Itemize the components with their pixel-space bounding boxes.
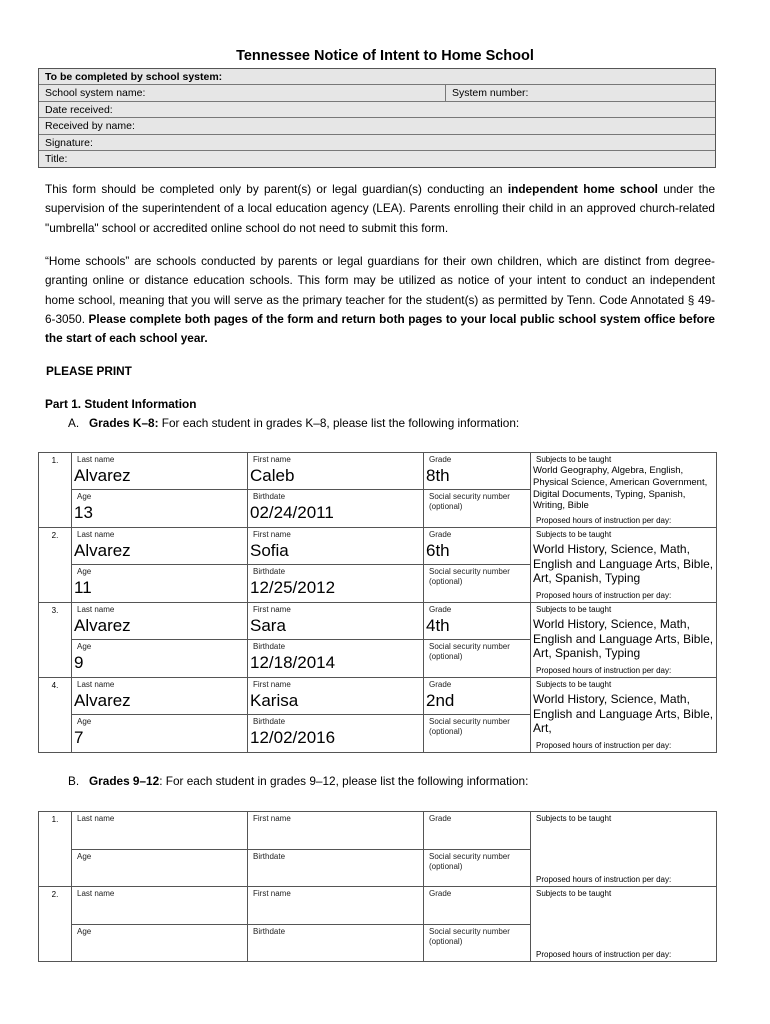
- age-value: 9: [74, 653, 84, 672]
- grade-field[interactable]: [424, 678, 531, 715]
- students-912-table: [38, 811, 717, 962]
- last-name-label: Last name: [77, 455, 115, 464]
- student-row-top: [39, 603, 717, 640]
- age-field[interactable]: [72, 640, 248, 678]
- school-system-name-label: School system name:: [45, 87, 146, 100]
- hours-label: Proposed hours of instruction per day:: [536, 516, 672, 525]
- birthdate-label: Birthdate: [253, 717, 286, 726]
- title-field[interactable]: [39, 151, 715, 167]
- age-field[interactable]: [72, 715, 248, 753]
- birthdate-field[interactable]: [248, 565, 424, 603]
- section-a-heading: [68, 416, 519, 430]
- ssn-label: Social security number (optional): [429, 852, 510, 871]
- age-field[interactable]: [72, 565, 248, 603]
- section-a-bold: Grades K–8:: [89, 416, 159, 430]
- hours-label: Proposed hours of instruction per day:: [536, 666, 672, 675]
- last-name-label: Last name: [77, 530, 115, 539]
- last-name-field[interactable]: [72, 528, 248, 565]
- ssn-field[interactable]: [424, 715, 531, 753]
- grade-field[interactable]: [424, 887, 531, 925]
- section-a-text: For each student in grades K–8, please list the following information:: [158, 416, 520, 430]
- student-number: 4.: [39, 678, 72, 753]
- ssn-label: Social security number (optional): [429, 492, 510, 511]
- birthdate-field[interactable]: [248, 490, 424, 528]
- student-row-top: [39, 453, 717, 490]
- grade-field[interactable]: [424, 453, 531, 490]
- subjects-field[interactable]: [531, 678, 717, 753]
- birthdate-label: Birthdate: [253, 852, 286, 861]
- subjects-value: World History, Science, Math, English and Language Arts, Bible, Art,: [533, 692, 714, 735]
- ssn-field[interactable]: [424, 565, 531, 603]
- last-name-field[interactable]: [72, 603, 248, 640]
- birthdate-label: Birthdate: [253, 642, 286, 651]
- student-row-top: [39, 678, 717, 715]
- grade-label: Grade: [429, 530, 452, 539]
- first-name-value: Caleb: [250, 466, 295, 485]
- grade-value: 2nd: [426, 691, 455, 710]
- student-number: 2.: [39, 528, 72, 603]
- birthdate-value: 12/02/2016: [250, 728, 336, 747]
- section-b-text: : For each student in grades 9–12, please list the following information:: [159, 774, 529, 788]
- ssn-label: Social security number (optional): [429, 717, 510, 736]
- subjects-label: Subjects to be taught: [536, 605, 612, 614]
- first-name-value: Sara: [250, 616, 286, 635]
- subjects-field[interactable]: [531, 453, 717, 528]
- received-by-field[interactable]: [39, 118, 715, 134]
- subjects-value: World History, Science, Math, English and Language Arts, Bible, Art, Spanish, Typing: [533, 617, 714, 660]
- school-system-name-field[interactable]: [39, 85, 715, 101]
- birthdate-value: 12/25/2012: [250, 578, 336, 597]
- ssn-field[interactable]: [424, 925, 531, 962]
- first-name-label: First name: [253, 889, 291, 898]
- subjects-label: Subjects to be taught: [536, 889, 612, 898]
- birthdate-value: 12/18/2014: [250, 653, 336, 672]
- student-number: 2.: [39, 887, 72, 962]
- grade-value: 4th: [426, 616, 450, 635]
- intro-paragraph-1: [45, 180, 715, 238]
- subjects-field[interactable]: [531, 528, 717, 603]
- first-name-label: First name: [253, 530, 291, 539]
- signature-label: Signature:: [45, 136, 93, 149]
- grade-label: Grade: [429, 680, 452, 689]
- student-row-top: [39, 528, 717, 565]
- birthdate-label: Birthdate: [253, 492, 286, 501]
- birthdate-field[interactable]: [248, 850, 424, 887]
- student-number: 1.: [39, 812, 72, 887]
- last-name-value: Alvarez: [74, 466, 131, 485]
- grade-value: 6th: [426, 541, 450, 560]
- first-name-value: Karisa: [250, 691, 299, 710]
- subjects-label: Subjects to be taught: [536, 455, 612, 464]
- grade-field[interactable]: [424, 812, 531, 850]
- age-label: Age: [77, 927, 92, 936]
- age-label: Age: [77, 492, 92, 501]
- last-name-value: Alvarez: [74, 691, 131, 710]
- grade-label: Grade: [429, 814, 452, 823]
- first-name-field[interactable]: [248, 453, 424, 490]
- section-a-letter: A.: [68, 416, 80, 430]
- page-title: Tennessee Notice of Intent to Home School: [236, 48, 534, 64]
- system-number-field[interactable]: [445, 85, 528, 100]
- hours-label: Proposed hours of instruction per day:: [536, 950, 672, 959]
- age-label: Age: [77, 642, 92, 651]
- first-name-label: First name: [253, 605, 291, 614]
- school-system-box: [38, 68, 716, 168]
- grade-value: 8th: [426, 466, 450, 485]
- section-b-bold: Grades 9–12: [89, 774, 160, 788]
- hours-label: Proposed hours of instruction per day:: [536, 875, 672, 884]
- ssn-field[interactable]: [424, 490, 531, 528]
- first-name-value: Sofia: [250, 541, 289, 560]
- subjects-label: Subjects to be taught: [536, 530, 612, 539]
- system-number-label: System number:: [452, 87, 529, 100]
- ssn-field[interactable]: [424, 640, 531, 678]
- last-name-label: Last name: [77, 814, 115, 823]
- subjects-value: World Geography, Algebra, English, Physical Science, American Government, Digital Documents, Typing, Spanish, Writing, Bible: [533, 465, 708, 512]
- subjects-label: Subjects to be taught: [536, 680, 612, 689]
- ssn-label: Social security number (optional): [429, 642, 510, 661]
- student-row-top: [39, 887, 717, 925]
- intro2-bold: Please complete both pages of the form and return both pages to your local public school system office before the start of each school year.: [45, 311, 715, 346]
- signature-field[interactable]: [39, 135, 715, 151]
- date-received-label: Date received:: [45, 103, 113, 116]
- age-value: 13: [74, 503, 93, 522]
- first-name-label: First name: [253, 455, 291, 464]
- ssn-field[interactable]: [424, 850, 531, 887]
- birthdate-label: Birthdate: [253, 927, 286, 936]
- last-name-value: Alvarez: [74, 541, 131, 560]
- grade-label: Grade: [429, 889, 452, 898]
- intro1-text-c: under the supervision of the superintendent of a local education agency (LEA). Parents enrolling their child in an approved church-related "umbrella" school or accredited online school do not need to submit this form.: [45, 182, 715, 235]
- student-number: 3.: [39, 603, 72, 678]
- subjects-value: World History, Science, Math, English and Language Arts, Bible, Art, Spanish, Typing: [533, 542, 714, 585]
- age-label: Age: [77, 717, 92, 726]
- first-name-field[interactable]: [248, 812, 424, 850]
- first-name-field[interactable]: [248, 887, 424, 925]
- first-name-label: First name: [253, 680, 291, 689]
- section-b-letter: B.: [68, 774, 80, 788]
- first-name-field[interactable]: [248, 603, 424, 640]
- last-name-field[interactable]: [72, 887, 248, 925]
- age-label: Age: [77, 567, 92, 576]
- grade-field[interactable]: [424, 603, 531, 640]
- grade-label: Grade: [429, 605, 452, 614]
- subjects-field[interactable]: [531, 603, 717, 678]
- intro2-text-a: “Home schools” are schools conducted by parents or legal guardians for their own children, which are distinct from degree-granting online or distance education schools. This form may be utilized as notice of your intent to conduct an independent home school, meaning that you will serve as the primary teacher for the student(s) as permitted by Tenn. Code Annotated § 49-6-3050.: [45, 254, 715, 326]
- intro1-text-a: This form should be completed only by parent(s) or legal guardian(s) conducting an: [45, 182, 508, 196]
- hours-label: Proposed hours of instruction per day:: [536, 741, 672, 750]
- last-name-label: Last name: [77, 680, 115, 689]
- school-system-header: To be completed by school system:: [39, 69, 715, 85]
- received-by-label: Received by name:: [45, 120, 135, 133]
- date-received-field[interactable]: [39, 102, 715, 118]
- age-field[interactable]: [72, 925, 248, 962]
- subjects-label: Subjects to be taught: [536, 814, 612, 823]
- birthdate-field[interactable]: [248, 925, 424, 962]
- part1-heading: Part 1. Student Information: [45, 397, 197, 411]
- subjects-field[interactable]: [531, 812, 717, 887]
- birthdate-field[interactable]: [248, 715, 424, 753]
- please-print-heading: PLEASE PRINT: [46, 364, 132, 378]
- birthdate-label: Birthdate: [253, 567, 286, 576]
- last-name-label: Last name: [77, 605, 115, 614]
- last-name-field[interactable]: [72, 812, 248, 850]
- last-name-field[interactable]: [72, 678, 248, 715]
- first-name-label: First name: [253, 814, 291, 823]
- ssn-label: Social security number (optional): [429, 567, 510, 586]
- student-number: 1.: [39, 453, 72, 528]
- intro-paragraph-2: [45, 252, 715, 348]
- age-value: 11: [74, 578, 92, 597]
- subjects-field[interactable]: [531, 887, 717, 962]
- grade-label: Grade: [429, 455, 452, 464]
- student-row-top: [39, 812, 717, 850]
- first-name-field[interactable]: [248, 678, 424, 715]
- title-label: Title:: [45, 152, 68, 165]
- hours-label: Proposed hours of instruction per day:: [536, 591, 672, 600]
- grade-field[interactable]: [424, 528, 531, 565]
- ssn-label: Social security number (optional): [429, 927, 510, 946]
- intro1-bold: independent home school: [507, 182, 658, 196]
- last-name-label: Last name: [77, 889, 115, 898]
- students-k8-table: [38, 452, 717, 753]
- last-name-field[interactable]: [72, 453, 248, 490]
- birthdate-value: 02/24/2011: [250, 503, 334, 522]
- first-name-field[interactable]: [248, 528, 424, 565]
- age-field[interactable]: [72, 850, 248, 887]
- age-value: 7: [74, 728, 84, 747]
- age-label: Age: [77, 852, 92, 861]
- birthdate-field[interactable]: [248, 640, 424, 678]
- section-b-heading: [68, 774, 528, 788]
- age-field[interactable]: [72, 490, 248, 528]
- last-name-value: Alvarez: [74, 616, 131, 635]
